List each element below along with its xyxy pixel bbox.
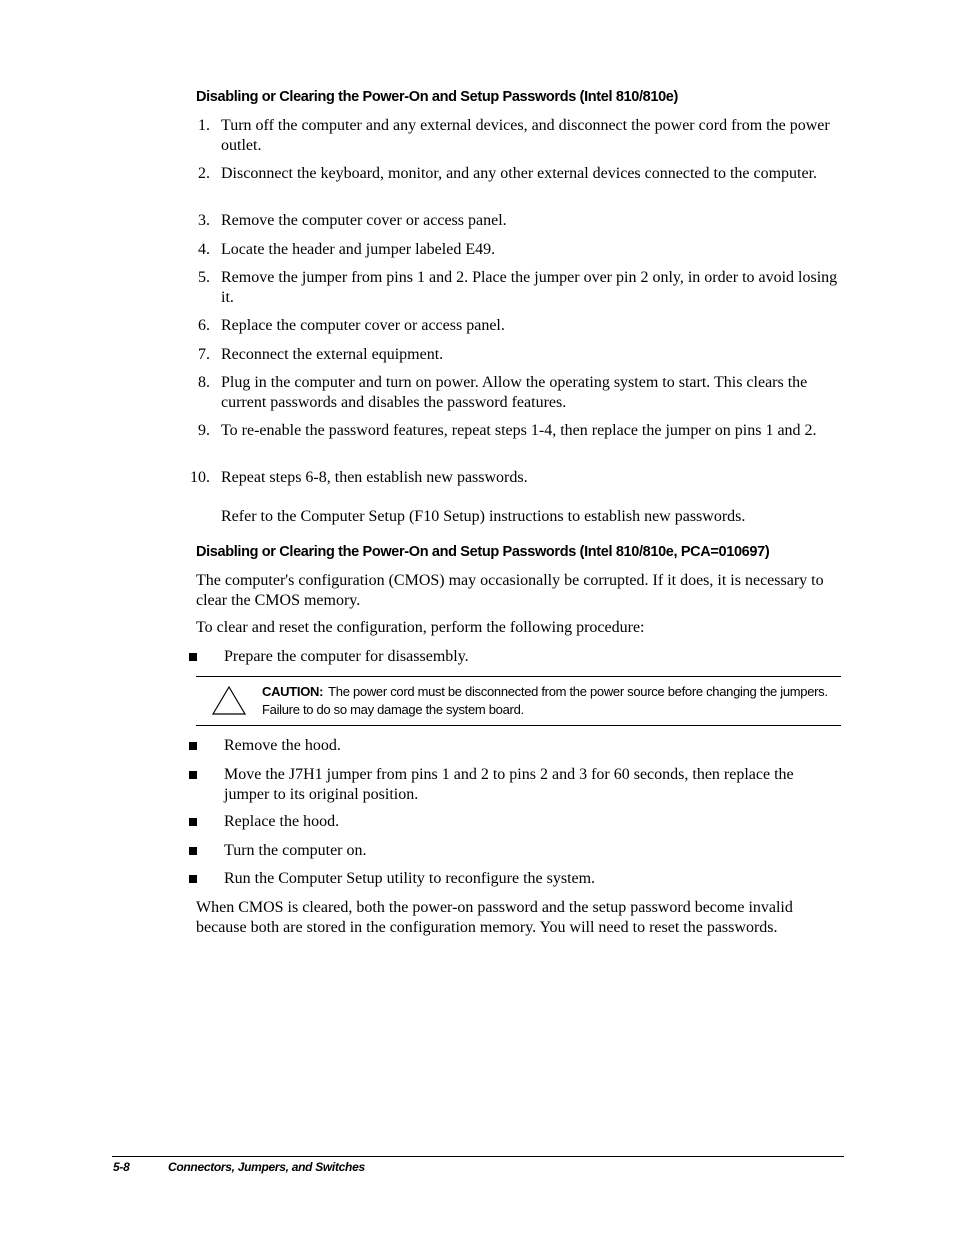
section1-note: Refer to the Computer Setup (F10 Setup) instructions to establish new passwords.: [221, 508, 746, 525]
step-text: Reconnect the external equipment.: [221, 346, 444, 363]
step-text: Plug in the computer and turn on power. Allow the operating system to start. This clears the current passwords and disables the password features.: [221, 374, 808, 411]
caution-bottom-rule: [196, 725, 841, 726]
bullet-text: Run the Computer Setup utility to reconfigure the system.: [224, 870, 596, 887]
caution-top-rule: [196, 676, 841, 677]
bullet-text: Turn the computer on.: [224, 842, 367, 859]
step-text: Replace the computer cover or access panel.: [221, 317, 505, 334]
bullet-square-icon: [189, 742, 197, 750]
bullet-square-icon: [189, 818, 197, 826]
bullet-text: Remove the hood.: [224, 737, 341, 754]
step-text: To re-enable the password features, repeat steps 1-4, then replace the jumper on pins 1 and 2.: [221, 422, 817, 439]
step-number: 3.: [198, 212, 210, 229]
step-number: 5.: [198, 269, 210, 286]
bullet-text: Prepare the computer for disassembly.: [224, 648, 469, 665]
bullet-text: Move the J7H1 jumper from pins 1 and 2 to pins 2 and 3 for 60 seconds, then replace the jumper to its original position.: [224, 766, 794, 803]
step-number: 9.: [198, 422, 210, 439]
step-number: 6.: [198, 317, 210, 334]
bullet-square-icon: [189, 847, 197, 855]
caution-triangle-icon: [211, 685, 247, 716]
step-number: 7.: [198, 346, 210, 363]
step-text: Repeat steps 6-8, then establish new passwords.: [221, 469, 528, 486]
section2-intro-paragraph: The computer's configuration (CMOS) may occasionally be corrupted. If it does, it is necessary to clear the CMOS memory.: [196, 572, 824, 609]
bullet-text: Replace the hood.: [224, 813, 340, 830]
bullet-square-icon: [189, 771, 197, 779]
step-number: 4.: [198, 241, 210, 258]
step-text: Locate the header and jumper labeled E49.: [221, 241, 496, 258]
footer-rule: [112, 1156, 844, 1157]
step-text: Remove the jumper from pins 1 and 2. Place the jumper over pin 2 only, in order to avoid losing it.: [221, 269, 838, 306]
step-text: Disconnect the keyboard, monitor, and any other external devices connected to the computer.: [221, 165, 818, 182]
step-number: 1.: [198, 117, 210, 134]
caution-label: CAUTION:: [262, 684, 324, 699]
section1-heading: Disabling or Clearing the Power-On and Setup Passwords (Intel 810/810e): [196, 89, 678, 105]
caution-text: [262, 683, 837, 719]
footer-chapter-title: Connectors, Jumpers, and Switches: [168, 1160, 365, 1174]
bullet-square-icon: [189, 653, 197, 661]
caution-message: The power cord must be disconnected from the power source before changing the jumpers. Failure to do so may damage the system board.: [262, 684, 828, 717]
step-number: 8.: [198, 374, 210, 391]
step-number: 2.: [198, 165, 210, 182]
step-text: Remove the computer cover or access panel.: [221, 212, 507, 229]
step-number: 10.: [190, 469, 210, 486]
footer-page-number: 5-8: [113, 1160, 130, 1174]
step-text: Turn off the computer and any external devices, and disconnect the power cord from the power outlet.: [221, 117, 830, 154]
section2-heading: Disabling or Clearing the Power-On and Setup Passwords (Intel 810/810e, PCA=010697): [196, 544, 770, 560]
section2-closing-paragraph: When CMOS is cleared, both the power-on password and the setup password become invalid because both are stored in the configuration memory. You will need to reset the passwords.: [196, 899, 793, 936]
section2-procedure-intro: To clear and reset the configuration, perform the following procedure:: [196, 619, 645, 636]
bullet-square-icon: [189, 875, 197, 883]
